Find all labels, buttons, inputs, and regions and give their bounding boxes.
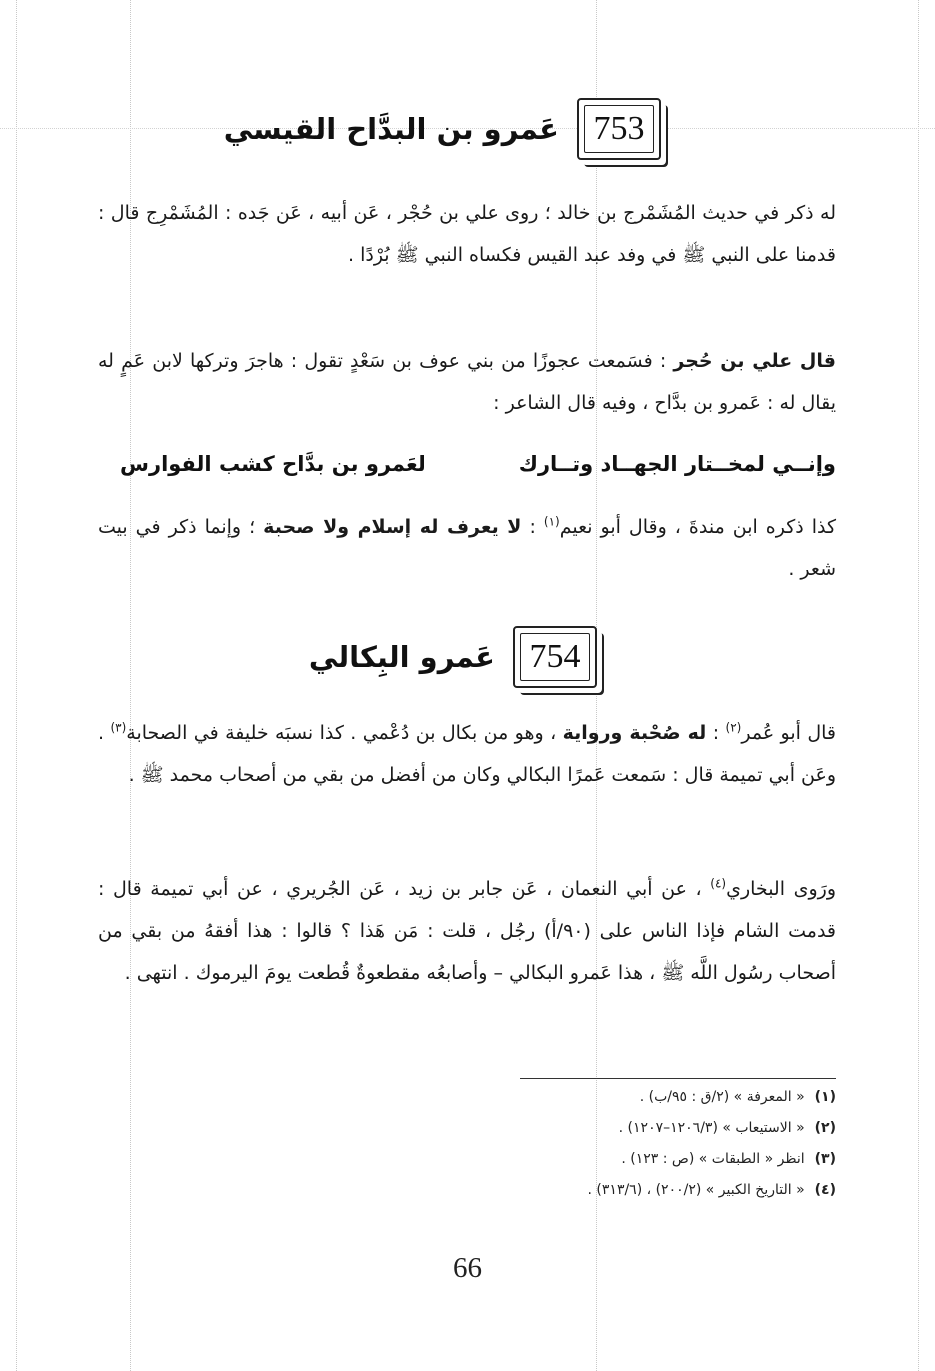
verse-left-hemistich: لعَمرو بن بدَّاح كشب الفوارس — [120, 452, 426, 476]
entry-753-paragraph-1: له ذكر في حديث المُشَمْرج بن خالد ؛ روى علي بن حُجْر ، عَن أبيه ، عَن جَده : المُشَمْرِج قال : قدمنا على النبي ﷺ في وفد عبد القيس فكساه النبي ﷺ بُرْدًا . — [98, 202, 836, 266]
verse-right-hemistich: وإنــي لمخــتار الجهــاد وتــارك — [518, 452, 836, 476]
dotted-guide — [918, 0, 919, 1371]
footnote-text: « المعرفة » (٢/ق : ٩٥/ب) . — [639, 1089, 805, 1105]
footnote-item — [300, 1113, 836, 1144]
entry-number: 754 — [529, 638, 581, 675]
entry-title: عَمرو البِكالي — [308, 640, 495, 674]
footnote-number: (٤) — [814, 1182, 836, 1198]
emphasized-phrase: له صُحْبة ورواية — [562, 722, 707, 744]
page-number: 66 — [453, 1252, 482, 1284]
entry-number-box — [577, 98, 661, 160]
paragraph-text: ، وهو من بكال بن دُعْمي . كذا نسبَه خليفة في الصحابة — [126, 722, 557, 744]
speaker-name: قال علي بن حُجر — [673, 350, 836, 372]
emphasized-quote: لا يعرف له إسلام ولا صحبة — [263, 516, 522, 538]
entry-754-heading — [309, 626, 597, 688]
entry-title: عَمرو بن البدَّاح القيسي — [223, 112, 559, 146]
footnote-ref: (١) — [543, 514, 560, 529]
footnote-item — [300, 1144, 836, 1175]
entry-753-paragraph-2 — [98, 340, 836, 424]
paragraph-text: قال أبو عُمر — [741, 722, 837, 744]
paragraph-text: : فسَمعت عجوزًا من بني عوف بن سَعْدٍ تقول : هاجرَ وتركها لابن عَمٍ له يقال له : عَمرو بن بدَّاح ، وفيه قال الشاعر : — [98, 350, 836, 414]
footnote-item — [300, 1082, 836, 1113]
entry-number-box — [513, 626, 597, 688]
footnote-text: انظر « الطبقات » (ص : ١٢٣) . — [621, 1151, 805, 1167]
footnotes — [300, 1082, 836, 1206]
footnote-number: (٢) — [814, 1120, 836, 1136]
footnote-text: « التاريخ الكبير » (٢٠٠/٢) ، (٣١٣/٦) . — [587, 1182, 805, 1198]
entry-number: 753 — [593, 110, 645, 147]
footnote-ref: (٤) — [710, 876, 727, 891]
footnote-separator — [520, 1078, 836, 1079]
paragraph-text: كذا ذكره ابن مندةَ ، وقال أبو نعيم — [559, 516, 837, 538]
footnote-number: (١) — [814, 1089, 836, 1105]
paragraph-text: ورَوى البخاري — [726, 878, 836, 900]
paragraph-text: ، عن أبي النعمان ، عَن جابر بن زيد ، عَن الجُريري ، عن أبي تميمة قال : قدمت الشام فإذا الناس على (٩٠/أ) رجُل ، قلت : مَن هَذا ؟ قالوا : هذا أفقهُ من بقي من أصحاب رسُول اللَّه ﷺ ، هذا عَمرو البكالي – وأصابعُه مقطعوةٌ قُطعت يومَ اليرموك . انتهى . — [98, 878, 837, 984]
footnote-item — [300, 1175, 836, 1206]
footnote-ref: (٣) — [110, 720, 127, 735]
entry-753-heading — [224, 98, 661, 160]
paragraph-text: . وعَن أبي تميمة قال : سَمعت عَمرًا البكالي وكان من أفضل من بقي من أصحاب محمد ﷺ . — [98, 722, 836, 786]
paragraph-text: : — [712, 722, 720, 744]
entry-754-paragraph-1 — [98, 712, 836, 796]
poem-verse — [120, 452, 836, 476]
paragraph-text: : — [529, 516, 536, 538]
paragraph-text: ؛ وإنما ذكر في بيت شعر . — [98, 516, 836, 580]
footnote-ref: (٢) — [725, 720, 742, 735]
entry-753-paragraph-3 — [98, 506, 836, 590]
dotted-guide — [16, 0, 17, 1371]
entry-754-paragraph-2 — [98, 868, 836, 994]
footnote-text: « الاستيعاب » (١٢٠٦/٣–١٢٠٧) . — [618, 1120, 805, 1136]
footnote-number: (٣) — [814, 1151, 836, 1167]
